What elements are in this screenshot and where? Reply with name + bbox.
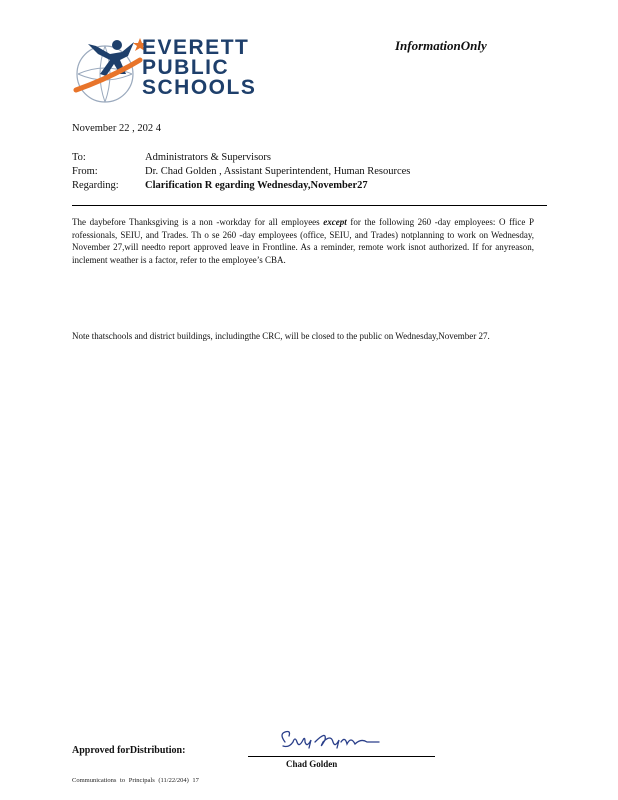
distribution-footer: Communications to Principals (11/22/204) 17 [72,777,199,784]
body-paragraph-1 [72,216,534,266]
p1-text-start: The daybefore Thanksgiving is a non -workday for all employees [72,217,320,227]
from-value: Dr. Chad Golden , Assistant Superintendent, Human Resources [145,166,411,177]
to-value: Administrators & Supervisors [145,152,271,163]
p1-text-end: for the following 260 -day employees: O ffice P rofessionals, SEIU, and Trades. Th o se 260 -day employees (office, SEIU, and Trades) notplanning to work on Wednesday, November 27,will needto report approved leave in Frontline. As a reminder, remote work isnot authorized. If for anyreason, inclement weather is a factor, refer to the employee’s CBA. [72,217,534,265]
memo-date: November 22 , 202 4 [72,123,161,134]
to-label: To: [72,152,86,163]
signature-line [248,756,435,757]
approved-for-distribution: Approved forDistribution: [72,745,186,756]
wordmark-line-1: EVERETT [142,36,250,59]
handwritten-signature [275,728,385,754]
from-label: From: [72,166,98,177]
regarding-label: Regarding: [72,180,119,191]
wordmark-line-2: PUBLIC [142,56,230,79]
signature-name: Chad Golden [286,759,338,769]
district-wordmark [142,38,256,98]
regarding-value: Clarification R egarding Wednesday,November27 [145,180,368,191]
wordmark-line-3: SCHOOLS [142,76,257,99]
p1-emphasis: except [323,217,347,227]
header-divider [72,205,547,206]
information-only-note: InformationOnly [395,38,487,53]
body-paragraph-2: Note thatschools and district buildings, includingthe CRC, will be closed to the public on Wednesday,November 27. [72,331,490,341]
